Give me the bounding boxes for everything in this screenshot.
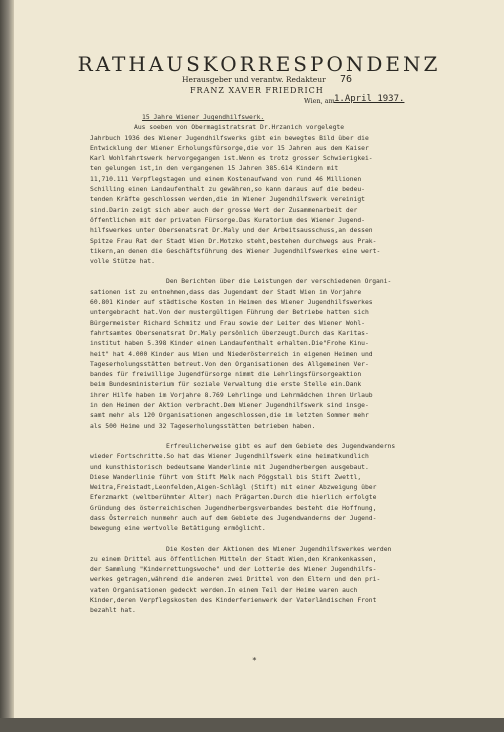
- text-line: bewegung eine wertvolle Betätigung ermöglicht.: [90, 525, 266, 533]
- book-binding-edge: [0, 0, 14, 732]
- text-line: tikern,an denen die Geschäftsführung des Wiener Jugendhilfswerkes eine wert-: [90, 247, 381, 255]
- issue-number: 76: [340, 74, 353, 85]
- text-line: Den Berichten über die Leistungen der verschiedenen Organi-: [166, 278, 392, 286]
- paragraph: [90, 545, 474, 617]
- paragraph: [90, 277, 474, 431]
- text-line: Weitra,Freistadt,Leonfelden,Aigen-Schlägl (Stift) mit einer Abzweigung über: [90, 484, 377, 492]
- text-line: heit" hat 4.000 Kinder aus Wien und Niederösterreich in eigenen Heimen und: [90, 350, 373, 358]
- paragraph: [90, 442, 474, 535]
- text-line: hilfswerkes unter Obersenatsrat Dr.Maly und der Arbeitsausschuss,an dessen: [90, 227, 373, 235]
- text-line: Bürgermeister Richard Schmitz und Frau sowie der Leiter des Wiener Wohl-: [90, 319, 365, 327]
- text-line: Kinder,deren Verpflegskosten des Kinderferienwerk der Vaterländischen Front: [90, 597, 377, 605]
- text-line: fahrtsamtes Obersenatsrat Dr.Maly persönlich überzeugt.Durch das Karitas-: [90, 329, 369, 337]
- text-line: tenden Kräfte geschlossen werden,die im Wiener Jugendhilfswerk vereinigt: [90, 196, 365, 204]
- text-line: dass Österreich nunmehr auch auf dem Gebiete des Jugendwanderns der Jugend-: [90, 514, 377, 522]
- masthead-editor-line: Herausgeber und verantw. Redakteur: [182, 75, 326, 84]
- text-line: Spitze Frau Rat der Stadt Wien Dr.Motzko steht,bestehen durchwegs aus Prak-: [90, 237, 377, 245]
- text-line: Entwicklung der Wiener Erholungsfürsorge,die vor 15 Jahren aus dem Kaiser: [90, 144, 369, 152]
- text-line: zu einem Drittel aus öffentlichen Mitteln der Stadt Wien,den Krankenkassen,: [90, 555, 377, 563]
- text-line: Aus soeben von Obermagistratsrat Dr.Hrzanich vorgelegte: [134, 124, 345, 132]
- text-line: 60.801 Kinder auf städtische Kosten in Heimen des Wiener Jugendhilfswerkes: [90, 299, 373, 307]
- date-value: 1.April 1937.: [334, 94, 405, 104]
- scan-background: [0, 718, 504, 732]
- text-line: Eferzmarkt (weltberühmter Alter) nach Prägarten.Durch die hierlich erfolgte: [90, 494, 377, 502]
- text-line: sationen ist zu entnehmen,dass das Jugendamt der Stadt Wien im Vorjahre: [90, 288, 362, 296]
- text-line: samt mehr als 120 Organisationen angeschlossen,die im letzten Sommer mehr: [90, 412, 369, 420]
- text-line: bandes für freiwillige Jugendfürsorge nimmt die Lehrlingsfürsorgeaktion: [90, 371, 362, 379]
- end-mark: *: [252, 656, 257, 665]
- text-line: beim Bundesministerium für soziale Verwaltung die erste Stelle ein.Dank: [90, 381, 362, 389]
- text-line: wieder Fortschritte.So hat das Wiener Jugendhilfswerk eine heimatkundlich: [90, 453, 369, 461]
- text-line: ihrer Hilfe haben im Vorjahre 8.769 Lehrlinge und Lehrmädchen ihren Urlaub: [90, 391, 373, 399]
- text-line: sind.Darin zeigt sich aber auch der grosse Wert der Zusammenarbeit der: [90, 206, 358, 214]
- text-line: Erfreulicherweise gibt es auf dem Gebiete des Jugendwanderns: [166, 442, 396, 450]
- text-line: als 500 Heime und 32 Tageserholungsstätten betrieben haben.: [90, 422, 316, 430]
- text-line: Die Kosten der Aktionen des Wiener Jugendhilfswerkes werden: [166, 545, 392, 553]
- text-line: volle Stütze hat.: [90, 258, 155, 266]
- date-label: Wien, am: [304, 97, 335, 105]
- text-line: Karl Wohlfahrtswerk hervorgegangen ist.Wenn es trotz grosser Schwierigkei-: [90, 155, 373, 163]
- article-paragraphs: [90, 123, 474, 616]
- masthead-editor-name: FRANZ XAVER FRIEDRICH: [190, 86, 324, 95]
- text-line: öffentlichen mit der privaten Fürsorge.Das Kuratorium des Wiener Jugend-: [90, 216, 365, 224]
- text-line: Schilling einen Landaufenthalt zu gewähren,so kann daraus auf die bedeu-: [90, 186, 365, 194]
- text-line: Gründung des österreichischen Jugendherbergsverbandes besteht die Hoffnung,: [90, 504, 377, 512]
- article-body: [90, 113, 474, 617]
- text-line: Diese Wanderlinie führt vom Stift Melk nach Pöggstall bis Stift Zwettl,: [90, 473, 362, 481]
- text-line: bezahlt hat.: [90, 607, 136, 615]
- text-line: ten gelungen ist,in den vergangenen 15 Jahren 385.614 Kindern mit: [90, 165, 339, 173]
- document-page: [14, 0, 504, 718]
- text-line: werkes getragen,während die anderen zwei Drittel von den Eltern und den pri-: [90, 576, 381, 584]
- text-line: institut haben 5.398 Kinder einen Landaufenthalt erhalten.Die"Frohe Kinu-: [90, 340, 369, 348]
- text-line: der Sammlung "Kinderrettungswoche" und der Lotterie des Wiener Jugendhilfs-: [90, 566, 377, 574]
- text-line: Tageserholungsstätten betreut.Von den Organisationen des Allgemeinen Ver-: [90, 360, 369, 368]
- text-line: untergebracht hat.Von der mustergültigen Führung der Betriebe hatten sich: [90, 309, 369, 317]
- text-line: Jahrbuch 1936 des Wiener Jugendhilfswerks gibt ein bewegtes Bild über die: [90, 134, 369, 142]
- text-line: in den Heimen der Aktion verbracht.Dem Wiener Jugendhilfswerk sind insge-: [90, 402, 369, 410]
- article-heading: 15 Jahre Wiener Jugendhilfswerk.: [142, 114, 265, 121]
- text-line: vaten Organisationen gedeckt werden.In einem Teil der Heime waren auch: [90, 586, 358, 594]
- masthead-title: RATHAUSKORRESPONDENZ: [77, 52, 441, 76]
- paragraph: [90, 123, 474, 267]
- text-line: und kunsthistorisch bedeutsame Wanderlinie mit Jugendherbergen ausgebaut.: [90, 463, 369, 471]
- text-line: 11,710.111 Verpflegstagen und einem Kostenaufwand von rund 46 Millionen: [90, 175, 362, 183]
